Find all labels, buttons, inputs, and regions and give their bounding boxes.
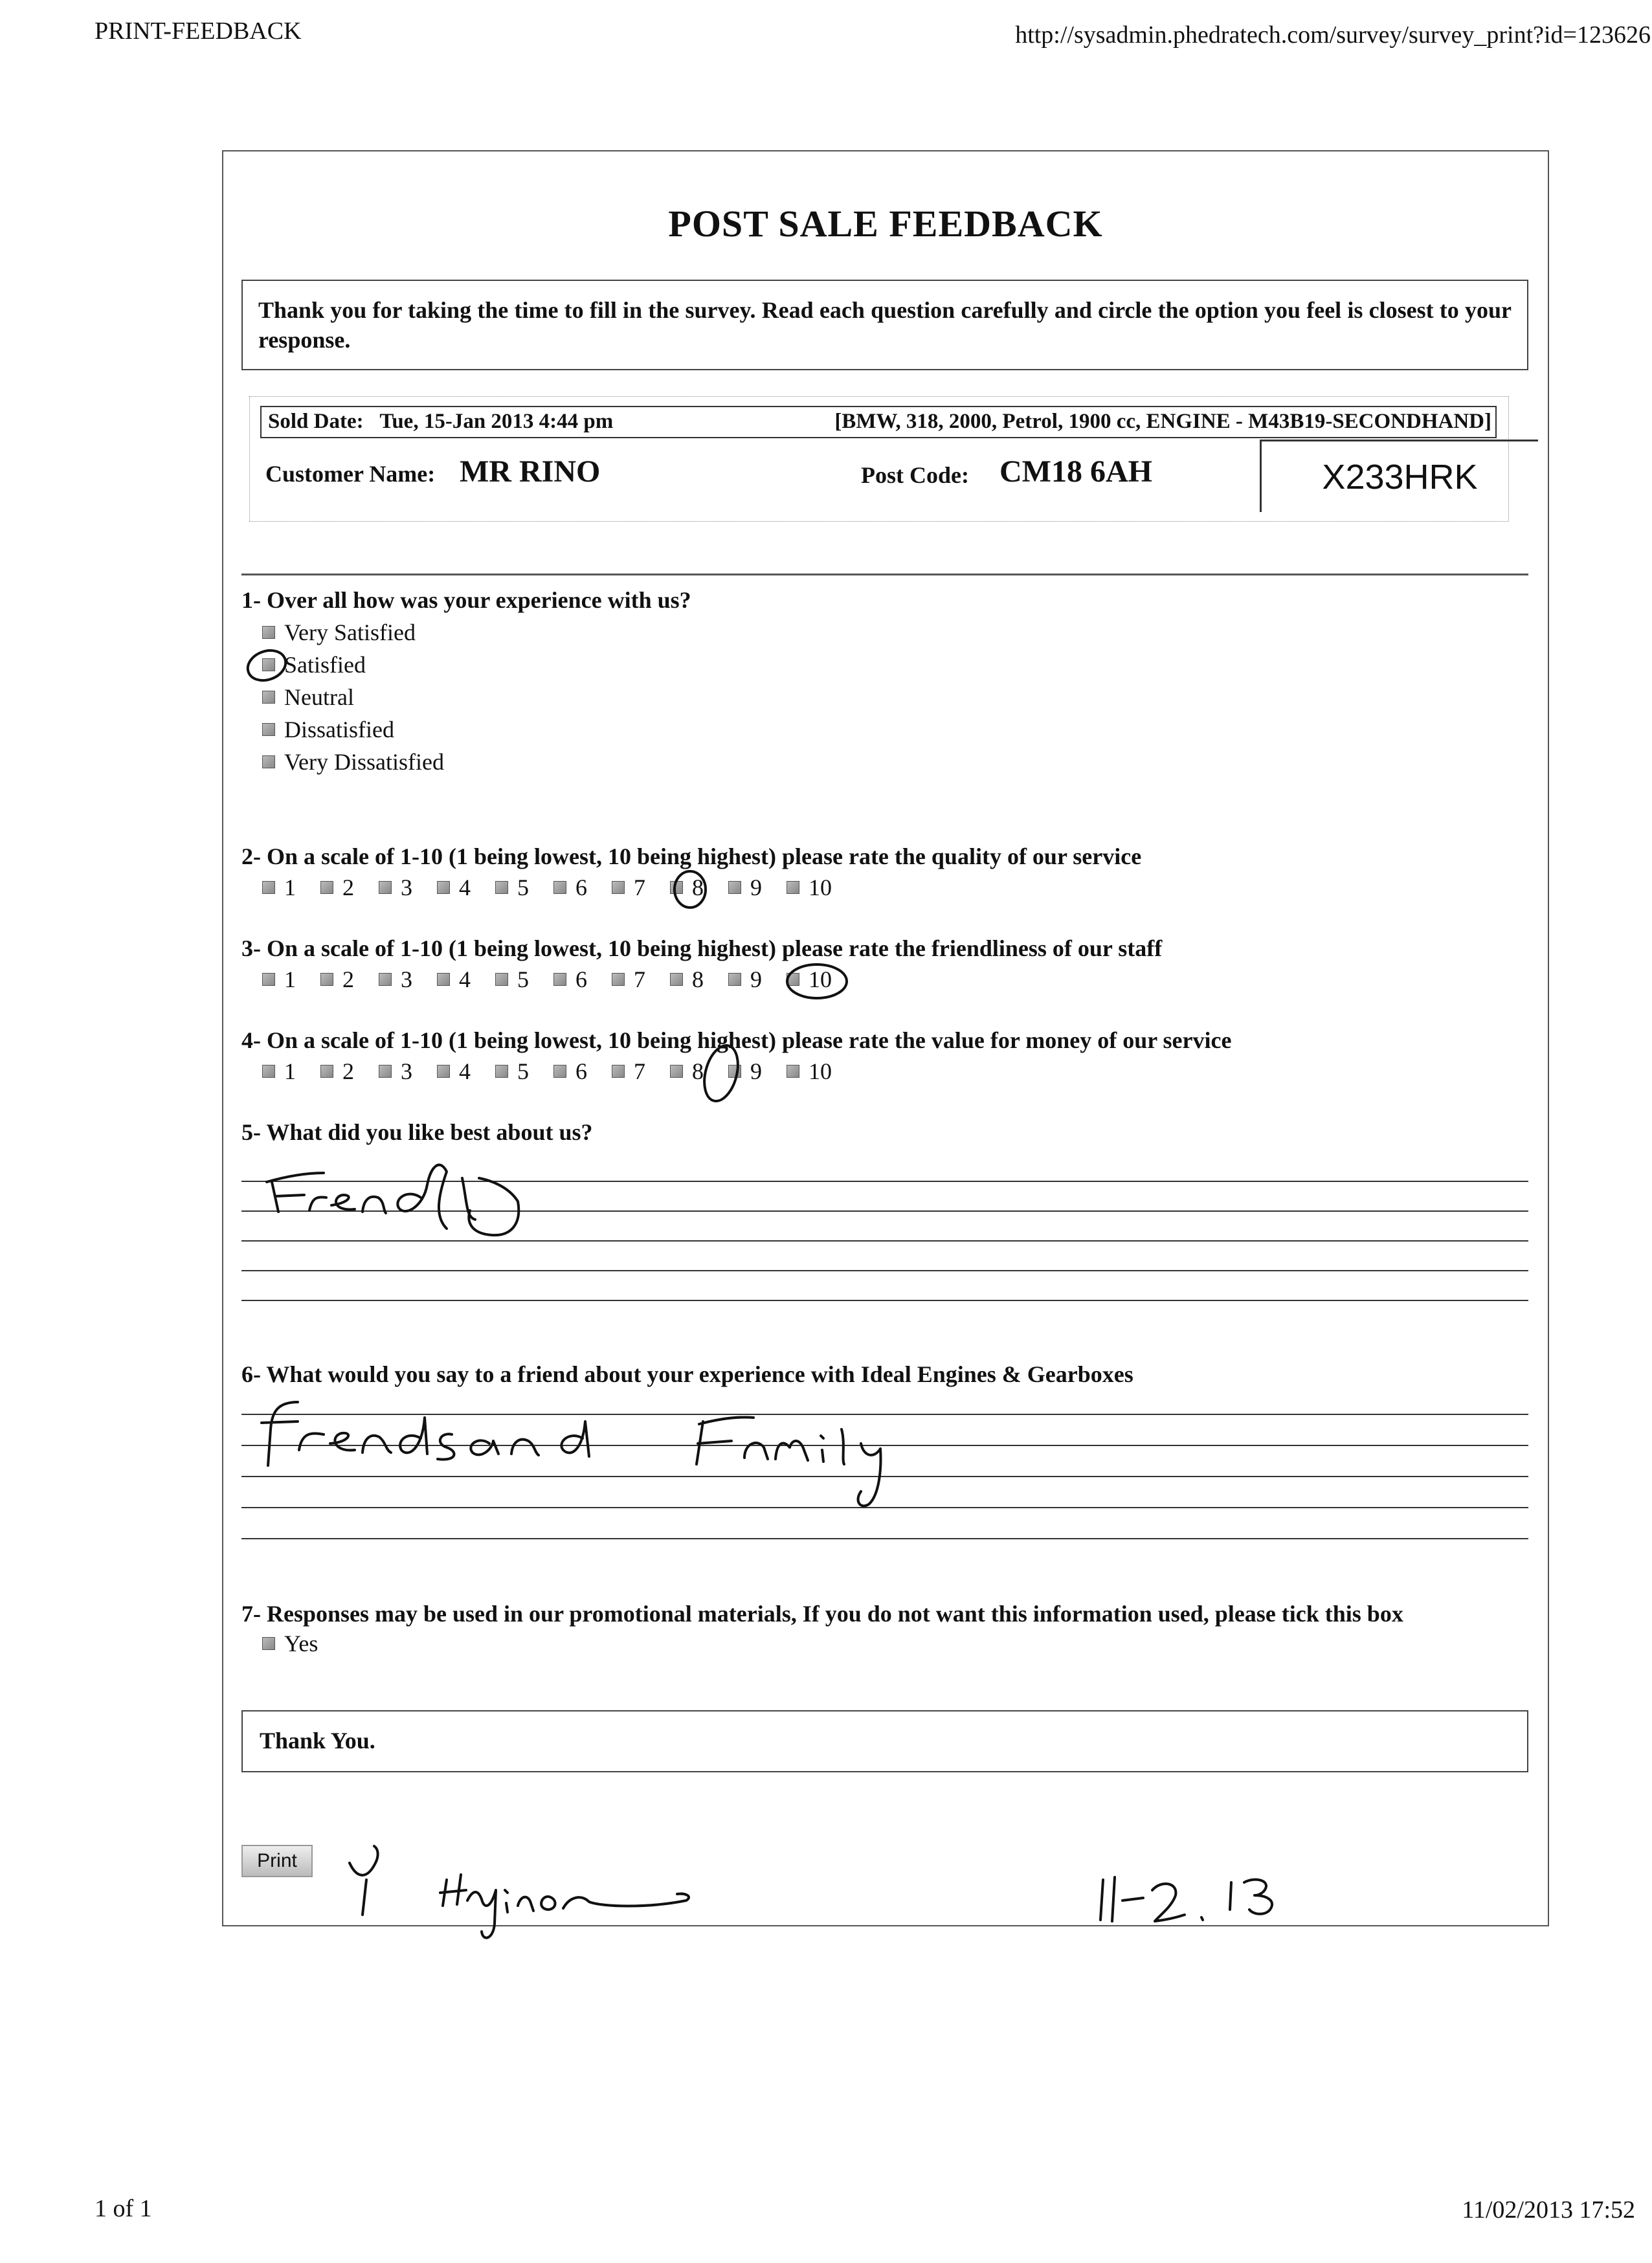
customer-name-label: Customer Name:: [265, 461, 436, 487]
scale-option[interactable]: 5: [495, 1058, 553, 1085]
scale-option[interactable]: 5: [495, 874, 553, 901]
page-url: http://sysadmin.phedratech.com/survey/survey_print?id=123626: [1015, 21, 1651, 49]
vehicle-details: [BMW, 318, 2000, Petrol, 1900 cc, ENGINE - M43B19-SECONDHAND]: [834, 410, 1491, 433]
scale-option[interactable]: 3: [379, 966, 437, 993]
scale-option[interactable]: 2: [320, 1058, 379, 1085]
scale-option[interactable]: 2: [320, 874, 379, 901]
thank-you-box: Thank You.: [241, 1710, 1528, 1772]
scale-option[interactable]: 1: [262, 874, 320, 901]
intro-box: Thank you for taking the time to fill in the survey. Read each question carefully and circle the option you feel is closest to your response.: [241, 280, 1528, 370]
scale-option[interactable]: 2: [320, 966, 379, 993]
scale-option[interactable]: 5: [495, 966, 553, 993]
q2-circle-mark: [675, 871, 706, 908]
question-1: 1- Over all how was your experience with us?: [241, 587, 691, 613]
question-4: 4- On a scale of 1-10 (1 being lowest, 10 being highest) please rate the value for money of our service: [241, 1027, 1232, 1053]
date-handwriting: [1100, 1877, 1272, 1921]
scale-option[interactable]: 8: [670, 966, 728, 993]
signature-handwriting: [350, 1846, 689, 1938]
customer-name: MR RINO: [460, 454, 601, 489]
sold-date-label: Sold Date:: [268, 410, 364, 433]
scale-option[interactable]: 9: [728, 966, 787, 993]
question-5: 5- What did you like best about us?: [241, 1119, 593, 1145]
scale-option[interactable]: 1: [262, 966, 320, 993]
scale-option[interactable]: 4: [437, 966, 495, 993]
q5-handwriting: [267, 1165, 519, 1236]
q1-option[interactable]: Satisfied: [262, 651, 366, 678]
post-code-label: Post Code:: [861, 462, 969, 488]
page-title: PRINT-FEEDBACK: [95, 17, 302, 45]
scale-option[interactable]: 4: [437, 874, 495, 901]
scale-option[interactable]: 9: [728, 874, 787, 901]
scale-option[interactable]: 10: [787, 874, 845, 901]
scale-option[interactable]: 9: [728, 1058, 787, 1085]
print-timestamp: 11/02/2013 17:52: [1462, 2196, 1635, 2224]
sold-date-value: Tue, 15-Jan 2013 4:44 pm: [379, 410, 614, 433]
scale-option[interactable]: 6: [553, 1058, 612, 1085]
scale-option[interactable]: 7: [612, 874, 670, 901]
scale-option[interactable]: 4: [437, 1058, 495, 1085]
question-7: 7- Responses may be used in our promotional materials, If you do not want this information used, please tick this box: [241, 1601, 1403, 1627]
q1-option[interactable]: Dissatisfied: [262, 716, 394, 743]
scale-option[interactable]: 3: [379, 874, 437, 901]
page-count: 1 of 1: [95, 2195, 152, 2222]
post-code: CM18 6AH: [999, 454, 1152, 489]
registration-box: X233HRK: [1260, 440, 1538, 512]
question-6: 6- What would you say to a friend about your experience with Ideal Engines & Gearboxes: [241, 1361, 1133, 1387]
scale-option[interactable]: 8: [670, 1058, 728, 1085]
scale-option[interactable]: 10: [787, 1058, 845, 1085]
q1-circle-mark: [243, 645, 289, 686]
promo-optout-option[interactable]: Yes: [262, 1630, 318, 1657]
scale-option[interactable]: 3: [379, 1058, 437, 1085]
question-3: 3- On a scale of 1-10 (1 being lowest, 10 being highest) please rate the friendliness of our staff: [241, 935, 1163, 961]
scale-option[interactable]: 7: [612, 1058, 670, 1085]
print-button[interactable]: Print: [241, 1845, 313, 1877]
q4-circle-mark: [698, 1042, 743, 1104]
scale-option[interactable]: 10: [787, 966, 845, 993]
q3-circle-mark: [787, 964, 847, 998]
question-2: 2- On a scale of 1-10 (1 being lowest, 10 being highest) please rate the quality of our service: [241, 843, 1142, 869]
q1-option[interactable]: Neutral: [262, 684, 354, 711]
form-title: POST SALE FEEDBACK: [668, 203, 1103, 245]
q1-option[interactable]: Very Dissatisfied: [262, 748, 444, 775]
scale-option[interactable]: 6: [553, 966, 612, 993]
scale-option[interactable]: 6: [553, 874, 612, 901]
scale-option[interactable]: 1: [262, 1058, 320, 1085]
q6-handwriting: [262, 1402, 880, 1506]
scale-option[interactable]: 7: [612, 966, 670, 993]
scale-option[interactable]: 8: [670, 874, 728, 901]
q1-option[interactable]: Very Satisfied: [262, 619, 416, 646]
